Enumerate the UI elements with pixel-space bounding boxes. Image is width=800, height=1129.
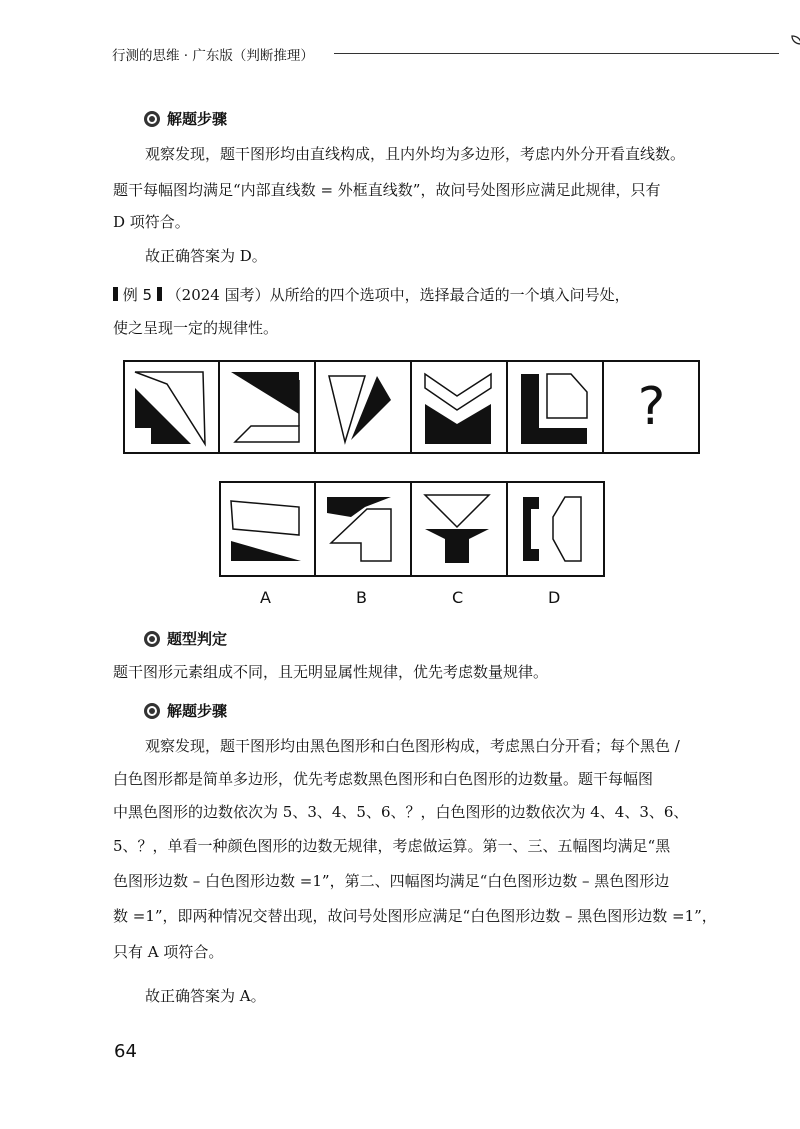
sprout-icon	[789, 32, 800, 62]
text-line: 观察发现，题干图形均由直线构成，且内外均为多边形，考虑内外分开看直线数。	[145, 145, 686, 163]
text-line: 色图形边数 – 白色图形边数 =1”，第二、四幅图均满足“白色图形边数 – 黑色图形边	[113, 872, 670, 890]
label-mark-left	[113, 287, 118, 301]
text-line: 使之呈现一定的规律性。	[113, 319, 279, 337]
section-heading-type: 题型判定	[143, 628, 227, 649]
text-line: 数 =1”，即两种情况交替出现，故问号处图形应满足“白色图形边数 – 黑色图形边数 =1”，	[113, 907, 717, 925]
text-line: D 项符合。	[113, 213, 190, 231]
page-number: 64	[114, 1041, 137, 1062]
text-line: 白色图形都是简单多边形，优先考虑数黑色图形和白色图形的边数量。题干每幅图	[113, 770, 654, 788]
header-rule	[334, 53, 779, 54]
header-title: 行测的思维 · 广东版（判断推理）	[112, 48, 314, 64]
option-label-d: D	[548, 588, 561, 607]
example-label: 例 5	[122, 286, 153, 304]
gear-bullet-icon	[143, 110, 161, 128]
text-line: 题干每幅图均满足“内部直线数 = 外框直线数”，故问号处图形应满足此规律，只有	[113, 181, 661, 199]
example-source: （2024 国考）从所给的四个选项中，选择最合适的一个填入问号处，	[166, 286, 630, 304]
options-figure-row	[219, 481, 605, 577]
text-line: 观察发现，题干图形均由黑色图形和白色图形构成，考虑黑白分开看；每个黑色 /	[145, 737, 680, 755]
option-label-c: C	[452, 588, 464, 607]
text-line: 题干图形元素组成不同，且无明显属性规律，优先考虑数量规律。	[113, 663, 549, 681]
label-mark-right	[157, 287, 162, 301]
option-label-a: A	[260, 588, 271, 607]
question-figure-row	[123, 360, 700, 454]
gear-bullet-icon	[143, 702, 161, 720]
text-line: 只有 A 项符合。	[113, 943, 224, 961]
text-line: 5、？，单看一种颜色图形的边数无规律，考虑做运算。第一、三、五幅图均满足“黑	[113, 837, 671, 855]
options-figures-svg	[219, 481, 605, 577]
question-mark: ?	[637, 377, 666, 437]
answer-line: 故正确答案为 A。	[145, 987, 266, 1005]
running-header	[112, 40, 712, 62]
example-line	[113, 285, 630, 305]
section-heading-steps-1: 解题步骤	[143, 108, 227, 129]
section-heading-steps-2: 解题步骤	[143, 700, 227, 721]
option-label-b: B	[356, 588, 367, 607]
answer-line: 故正确答案为 D。	[145, 247, 267, 265]
text-line: 中黑色图形的边数依次为 5、3、4、5、6、？，白色图形的边数依次为 4、4、3、6、	[113, 803, 689, 821]
gear-bullet-icon	[143, 630, 161, 648]
